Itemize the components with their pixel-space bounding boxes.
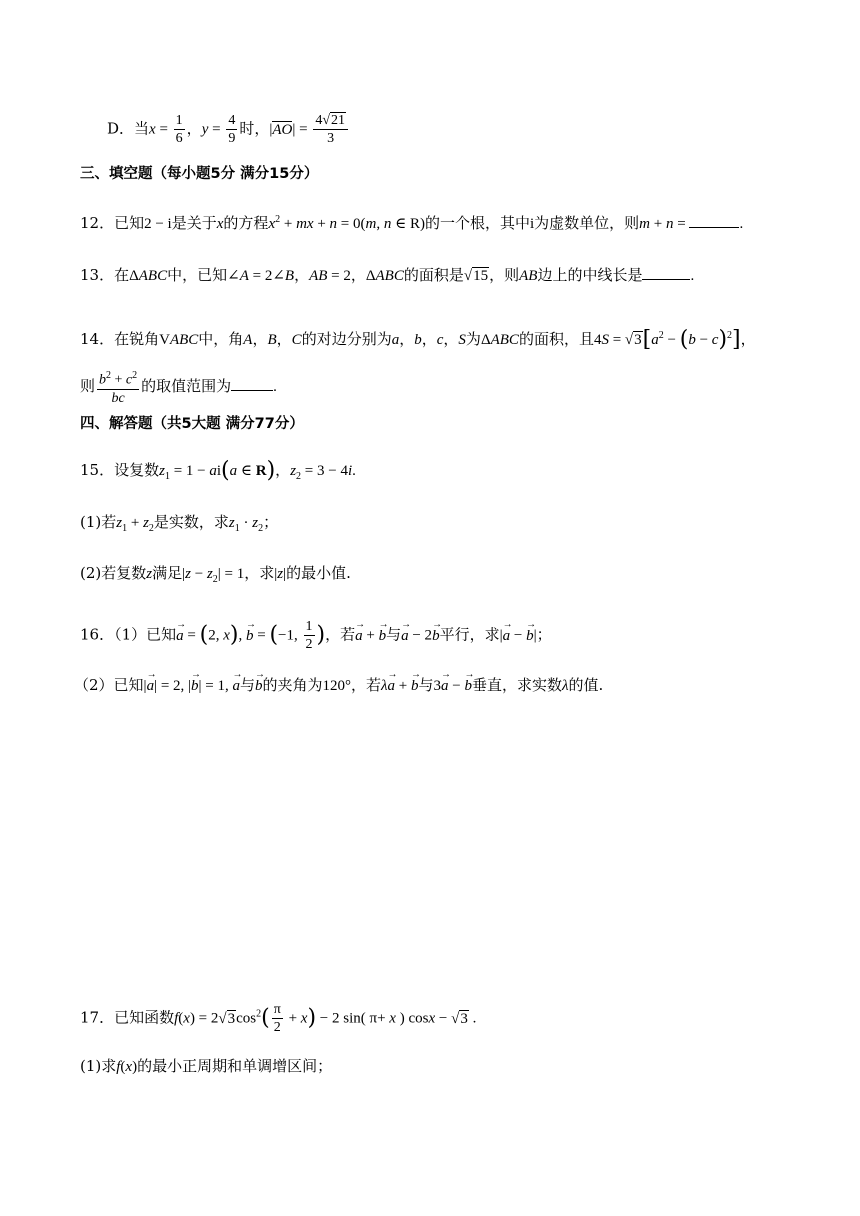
question-15-part-2: (2)若复数z满足$|z - z_2| = 1$，求|z|的最小值.	[80, 564, 351, 585]
question-14: 14．在锐角VABC中，角A，B，C的对边分别为a，b，c，S为ΔABC的面积，且$4S = √3[a^2 - (b - c)^2]$，	[80, 327, 756, 352]
question-16-part-1: 16．（1）已知→ a = (2, x), → b = (−1, $\frac{1}{2}$ )，若→ a + → b与→ a − 2→ b平行，求|→ a − → b|；	[80, 618, 552, 653]
question-15-part-1: (1)若$z_1 + z_2$是实数，求$z_1 \cdot z_2$；	[80, 513, 279, 534]
option-d: D．当x = $\frac{1}{6}$ ，y = $\frac{4}{9}$ 时，|AO| = $\frac{4√21}{3}$	[107, 112, 350, 147]
section-heading-fill-in: 三、填空题（每小题5分 满分15分）	[80, 166, 319, 182]
answer-blank[interactable]	[231, 377, 273, 391]
fraction: $\frac{1}{2}$	[305, 619, 313, 652]
fraction: $\frac{4√21}{3}$	[313, 112, 348, 147]
fraction: $\frac{1}{6}$	[175, 113, 183, 146]
question-14-cont: 则 $\frac{b^2 + c^2}{bc}$ 的取值范围为 .	[80, 367, 277, 407]
question-15: 15．设复数$z_1 = 1 - ai(a$ ∈ R)，$z_2 = 3 - 4i$.	[80, 458, 356, 483]
fraction: $\frac{4}{9}$	[228, 113, 236, 146]
answer-blank[interactable]	[642, 266, 690, 280]
fraction: $\frac{b^2 + c^2}{bc}$	[97, 367, 139, 407]
question-17-part-1: (1)求f(x)的最小正周期和单调增区间；	[80, 1057, 333, 1075]
question-12: 12．已知2 − i是关于x的方程$x^2$ + mx + n = 0(m, n ∈ R)的一个根，其中i为虚数单位，则m + n = .	[80, 214, 744, 232]
fraction: $\frac{\pi}{2}$	[273, 1002, 281, 1035]
question-16-part-2: （2）已知|→ a| = 2, |→ b| = 1, → a与→ b的夹角为120°，若λ→ a + → b与3→ a − → b垂直，求实数λ的值.	[74, 675, 603, 696]
question-17: 17．已知函数$f(x) = 2√3\cos^2$( $\frac{\pi}{2}$ + x) − 2 sin( π+ x ) cosx − √3 .	[80, 1002, 477, 1035]
answer-blank[interactable]	[689, 214, 739, 228]
question-13: 13．在ΔABC中，已知∠A = 2∠B，AB = 2，ΔABC的面积是√15，则AB边上的中线长是 .	[80, 266, 695, 284]
section-heading-solutions: 四、解答题（共5大题 满分77分）	[80, 416, 304, 432]
